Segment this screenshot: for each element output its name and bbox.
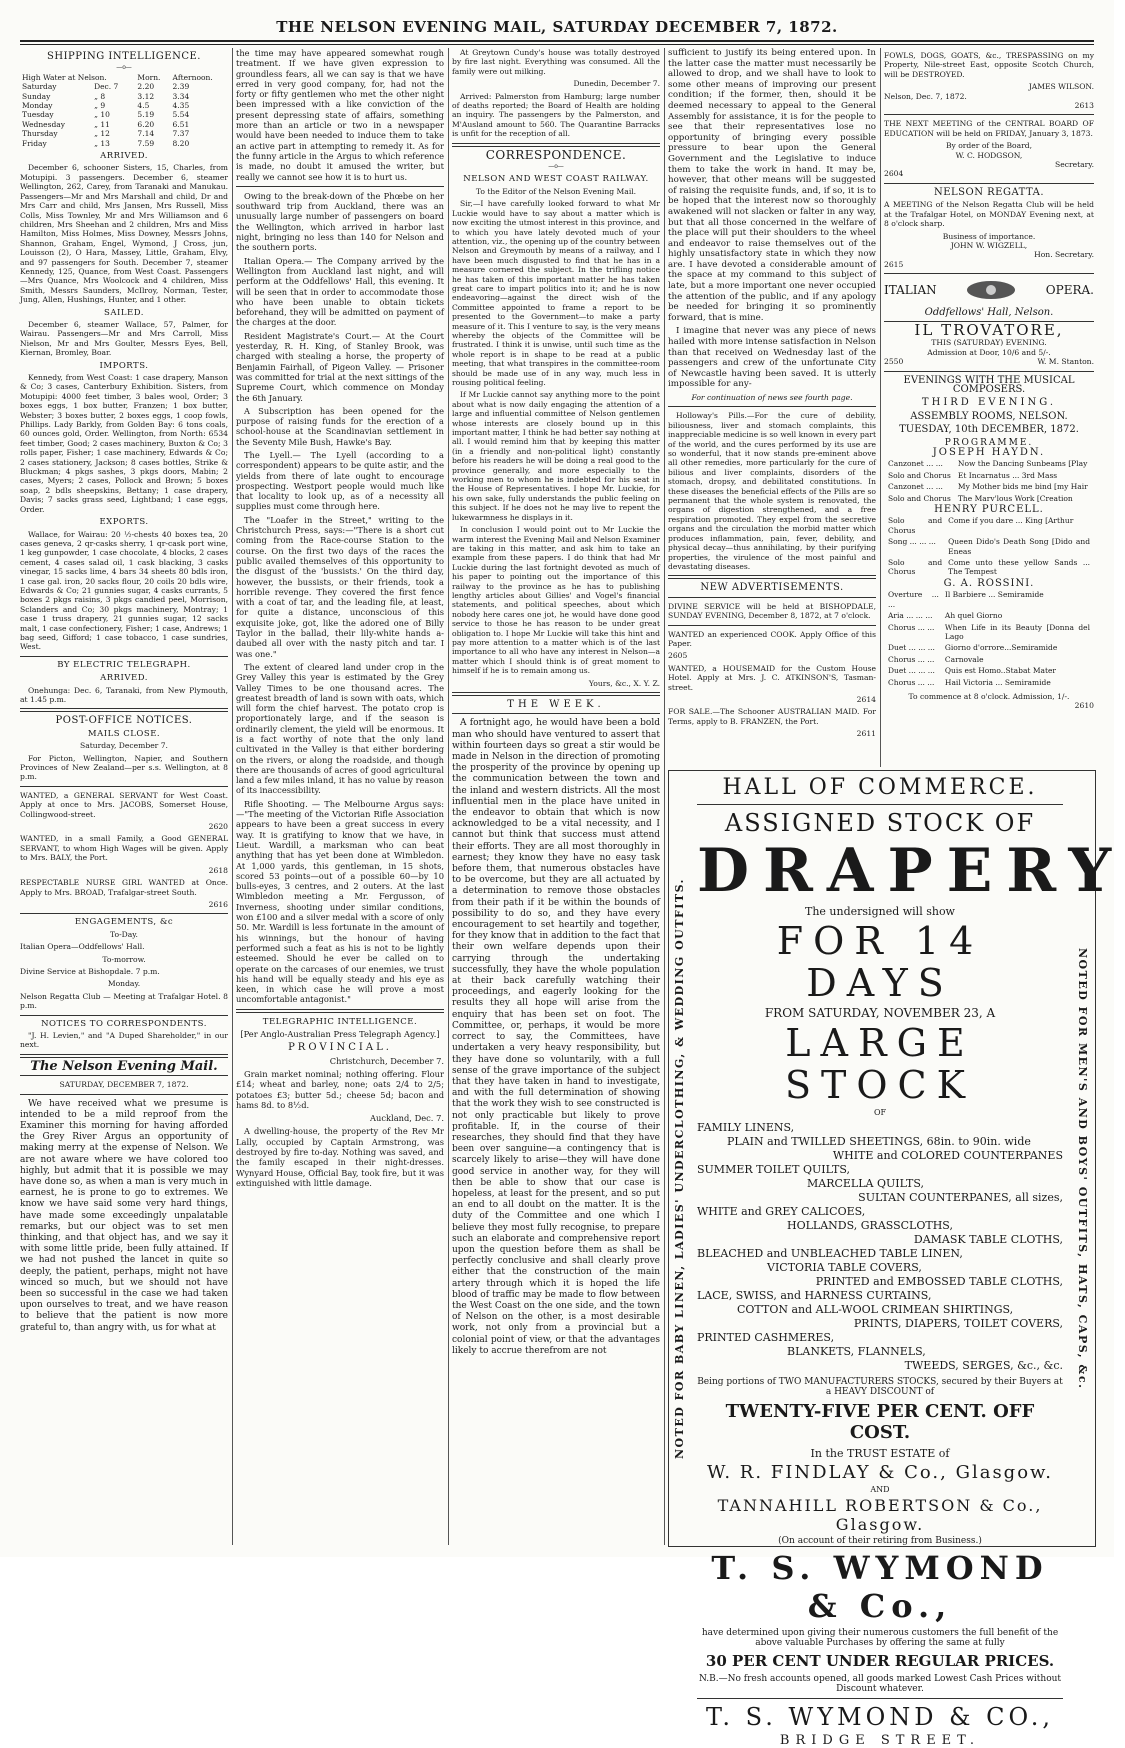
under-prices: 30 PER CENT UNDER REGULAR PRICES.	[705, 1652, 1055, 1670]
programme-type: Duet ... ... ...	[888, 643, 935, 653]
programme-type: Chorus ... ...	[888, 677, 935, 687]
column-rule	[880, 48, 881, 767]
continuation-note: For continuation of news see fourth page.	[691, 393, 853, 402]
list-item: PRINTS, DIAPERS, TOILET COVERS,	[853, 1317, 1063, 1330]
divider	[668, 575, 876, 579]
programme-title: PROGRAMME.	[944, 437, 1034, 448]
table-row	[20, 110, 228, 119]
from-date: FROM SATURDAY, NOVEMBER 23, A	[764, 1006, 996, 1020]
board-signature: W. C. HODGSON,	[955, 150, 1023, 160]
tide-afternoon: 8.20	[172, 138, 190, 148]
advert-side-right: NOTED FOR MEN'S AND BOYS' OUTFITS, HATS, CAPS, &c.	[1076, 947, 1089, 1390]
week-newcastle: I imagine that never was any piece of news hailed with more intense satisfaction in Nelson than that received on Wednesday last of the passengers and crew of the unfortunate City of Newcastle having been saved. It is utterly impossible for any-	[668, 326, 876, 390]
tide-morning: 7.59	[137, 138, 155, 148]
letter-signature: Yours, &c., X. Y. Z.	[588, 678, 660, 688]
advert-number: 2611	[856, 729, 876, 739]
programme-piece: Et Incarnatus ... 3rd Mass	[957, 470, 1058, 480]
programme-type: Solo and Chorus	[888, 493, 951, 503]
divider	[452, 692, 660, 696]
tide-morning: 3.12	[137, 91, 155, 101]
divider	[884, 183, 1094, 184]
list-item: VICTORIA TABLE COVERS,	[767, 1261, 922, 1274]
table-row	[886, 516, 1092, 535]
divider	[20, 708, 228, 712]
tide-afternoon: 5.54	[172, 110, 190, 120]
tide-day: Friday	[22, 138, 47, 148]
post-subtitle: MAILS CLOSE.	[87, 728, 161, 739]
bridge-street: BRIDGE STREET.	[779, 1733, 981, 1748]
tide-header	[20, 73, 228, 82]
table-row	[886, 558, 1092, 577]
list-item: PLAIN and TWILLED SHEETINGS, 68in. to 90in. wide	[727, 1135, 1031, 1148]
programme-piece: The Marv'lous Work [Creation	[957, 493, 1073, 503]
haydn-table	[884, 457, 1094, 505]
findlay-name: W. R. FINDLAY & Co., Glasgow.	[706, 1462, 1054, 1483]
list-item: BLEACHED and UNBLEACHED TABLE LINEN,	[697, 1247, 963, 1260]
tide-afternoon: 6.51	[172, 119, 190, 129]
concert-date: TUESDAY, 10th DECEMBER, 1872.	[899, 424, 1079, 436]
news-lyell: The Lyell.— The Lyell (according to a correspondent) appears to be quite astir, and the yields from there of late ought to encourage prospecting. Westport people would much like that locality to look up, as of a necessity all supplies must come through here.	[236, 449, 444, 512]
correspondence-title: CORRESPONDENCE.	[485, 147, 627, 162]
discount-heading: TWENTY-FIVE PER CENT. OFF COST.	[725, 1401, 1035, 1443]
list-item: HOLLANDS, GRASSCLOTHS,	[787, 1219, 953, 1232]
nb-note: N.B.—No fresh accounts opened, all goods marked Lowest Cash Prices without Discount whatever.	[698, 1674, 1062, 1694]
regatta-title: NELSON REGATTA.	[933, 186, 1045, 198]
third-evening: THIRD EVENING.	[921, 397, 1057, 409]
advert-regatta: A MEETING of the Nelson Regatta Club will be held at the Trafalgar Hotel, on MONDAY Evening next, at 8 o'clock sharp.	[884, 200, 1094, 229]
tide-morning: 6.20	[137, 119, 155, 129]
correspondence-subtitle: NELSON AND WEST COAST RAILWAY.	[463, 174, 649, 185]
week-continued: sufficient to justify its being entered upon. In the latter case the matter must necessarily be allowed to drop, and we shall have to look to some other means of improving our present condition; if the former, then, should it be deemed necessary to appeal to the General Assembly for assistance, it is for the people to see that their representatives lose no opportunity of bringing every possible pressure to bear upon the General Government and the Legislative to induce them to take the work in hand. It may be, however, that other means will be suggested of raising the requisite funds, and, if so, it is to be hoped that the interest now so thoroughly awakened will not slacken or falter in any way, but that all those concerned in the welfare of the place will put their shoulders to the wheel and endeavor to raise themselves out of the highly unsatisfactory state in which they now are. I have devoted a considerable amount of the space at my command to this subject of late, but a more important one never occupied the attention of the public, and if any apology be needed for bringing it so prominently forward, that is mine.	[668, 48, 876, 323]
notices-text: "J. H. Levien," and "A Duped Shareholder," in our next.	[20, 1030, 228, 1050]
table-row	[886, 494, 1092, 503]
notices-title: NOTICES TO CORRESPONDENTS.	[41, 1018, 207, 1029]
divider	[697, 1698, 1063, 1699]
list-item: DAMASK TABLE CLOTHS,	[913, 1233, 1063, 1246]
table-row	[20, 82, 228, 91]
table-row	[886, 459, 1092, 468]
trovatore-evening: THIS (SATURDAY) EVENING.	[931, 338, 1047, 348]
shipping-title: SHIPPING INTELLIGENCE.	[47, 51, 201, 62]
advert-number: 2616	[208, 899, 228, 909]
undersigned: The undersigned will show	[805, 905, 955, 918]
advert-side-left: NOTED FOR BABY LINEN, LADIES' UNDERCLOTHING, & WEDDING OUTFITS.	[673, 878, 686, 1459]
divider	[668, 597, 876, 598]
telegraphic-subtitle: [Per Anglo-Australian Press Telegraph Agency.]	[240, 1029, 440, 1040]
news-subscription: A Subscription has been opened for the purpose of raising funds for the erection of a school-house at the Scandinavian settlement in the Seventy Mile Bush, Hawke's Bay.	[236, 405, 444, 447]
list-item: TWEEDS, SERGES, &c., &c.	[904, 1359, 1063, 1372]
table-row	[20, 120, 228, 129]
programme-type: Solo and Chorus	[888, 516, 943, 535]
list-item: COTTON and ALL-WOOL CRIMEAN SHIRTINGS,	[737, 1303, 1014, 1316]
wymond-footer: T. S. WYMOND & CO.,	[705, 1703, 1055, 1731]
table-row	[20, 139, 228, 148]
retiring-note: (On account of their retiring from Business.)	[778, 1536, 982, 1546]
programme-piece: Queen Dido's Death Song [Dido and Eneas	[948, 537, 1090, 556]
ornament-divider: —o—	[116, 64, 132, 72]
exports-title: EXPORTS.	[99, 517, 149, 528]
editorial-text: We have received what we presume is intended to be a mild reproof from the Examiner this morning for having afforded the Grey River Argus an opportunity of making merry at the expense of Nelson. We are not aware where we have colored too highly, but admit that it is possible we may have done so, as when a man is very much in earnest, he is prone to go to extremes. We know we have said some very hard things, have made some exceedingly unpalatable remarks, but our object was to set men thinking, and that object has, and we say it with some little pride, been fully attained. If we had not pushed the lancet in quite so deeply, the patient, perhaps, might not have winced so much, but we should not have been so successful in the case we had taken upon ourselves to treat, and we have reason to believe that the patient is now more grateful to, than angry with, us for what at	[20, 1098, 228, 1333]
programme-type: Chorus ... ...	[888, 622, 935, 632]
list-item: SUMMER TOILET QUILTS,	[697, 1163, 851, 1176]
for-fourteen-days: FOR 14 DAYS	[776, 919, 984, 1005]
divider	[20, 1075, 228, 1076]
engagements-tomorrow: To-morrow.	[102, 954, 146, 964]
tide-afternoon: 2.39	[172, 82, 190, 92]
auckland-text: A dwelling-house, the property of the Rev Mr Lally, occupied by Captain Armstrong, was destroyed by fire to-day. Nothing was saved, and the family escaped in their night-dresses. Wynyard House, Official Bay, took fire, but it was extinguished with little damage.	[236, 1126, 444, 1188]
advert-education-board: THE NEXT MEETING of the CENTRAL BOARD OF EDUCATION will be held on FRIDAY, January 3, 1873.	[884, 119, 1094, 138]
advert-number: 2550	[884, 357, 904, 367]
tide-morning: 4.5	[137, 101, 150, 111]
programme-piece: Quis est Homo..Stabat Mater	[944, 666, 1057, 676]
exports-text: Wallace, for Wairau: 20 ½-chests 40 boxes tea, 20 cases geneva, 2 qr-casks sherry, 1 qr-cask port wine, 1 keg gunpowder, 1 case chocolate, 4 blocks, 2 cases cement, 4 cases salad oil, 1 cask blacking, 3 casks vinegar, 15 sacks lime, 4 bars 34 sheets 80 bdls iron, 1 case gal. iron, 20 sacks flour, 20 coils 20 bdls wire, Edwards & Co; 21 gunnies sugar, 4 casks currants, 5 boxes 2 pkgs raisins, 3 pkgs candied peel, Morrison, Sclanders and Co; 30 pkgs machinery, Montray; 1 case 1 truss drapery, 21 gunnies sugar, 12 sacks malt, 1 case confectionery, Fisher; 1 case, Andrews; 1 bag seed, Gifford; 1 case tobacco, 1 case sundries, West.	[20, 529, 228, 652]
evenings-title: EVENINGS WITH THE MUSICAL COMPOSERS.	[903, 374, 1075, 395]
table-row	[20, 129, 228, 138]
advert-number: 2610	[1074, 701, 1094, 711]
arrived-title: ARRIVED.	[100, 151, 148, 162]
masthead-rule	[20, 40, 1094, 45]
sailed-title: SAILED.	[104, 307, 144, 318]
column-2	[236, 48, 444, 1545]
table-row	[20, 101, 228, 110]
favor-text: have determined upon giving their numerous customers the full benefit of the above valuable Purchases by offering the same at fully	[701, 1628, 1059, 1648]
divider	[236, 1009, 444, 1013]
trovatore-admission: Admission at Door, 10/6 and 5/-.	[927, 347, 1051, 357]
letter-paragraph: If Mr Luckie cannot say anything more to the point about what is now daily engaging the attention of a large and influential committee of Nelson gentlemen whose interests are closely bound up in this important matter, I think he had better say nothing at all. I would remind him that by keeping this matter (in a friendly and non-political light) constantly before his readers he will be doing a real good to the province generally, and more especially to the working men to whom he is indebted for his seat in the House of Representatives. I hope Mr. Luckie, for his own sake, fully understands the public feeling on this subject. If he does not he may live to repent the lukewarmness he displays in it.	[452, 390, 660, 522]
dunedin-dateline: Dunedin, December 7.	[573, 79, 660, 89]
list-item: WHITE and COLORED COUNTERPANES	[832, 1149, 1063, 1162]
holloway-advert: Holloway's Pills.—For the cure of debility, biliousness, liver and stomach complaints, this inappreciable medicine is so well known in every part of the world, and the cures performed by its use are so wonderful, that it now stands pre-eminent above all other remedies, more particularly for the cure of bilious and liver complaints, disorders of the stomach, dropsy, and debilitated constitutions. In these diseases the beneficial effects of the Pills are so permanent that the whole system is renovated, the organs of digestion strengthened, and a free respiration promoted. They expel from the secretive organs and the circulation the morbid matter which produces inflammation, pain, fever, debility, and physical decay—thus annihilating, by their purifying properties, the virulence of the most painful and devastating diseases.	[668, 411, 876, 571]
news-court: Resident Magistrate's Court.— At the Court yesterday, R. H. King, of Stanley Brook, was charged with stealing a horse, the property of Benjamin Fairhall, of Pigeon Valley. — Prisoner was committed for trial at the next sittings of the Supreme Court, which commence on Monday the 6th January.	[236, 330, 444, 403]
table-row	[886, 666, 1092, 675]
large-stock: LARGE STOCK	[785, 1021, 975, 1107]
tide-table	[20, 73, 228, 148]
tide-afternoon: 7.37	[172, 129, 190, 139]
divider	[20, 1094, 228, 1095]
column-1	[20, 48, 228, 1545]
advert-number: 2614	[856, 694, 876, 704]
correspondence-addressee: To the Editor of the Nelson Evening Mail.	[475, 186, 637, 196]
tannahill-name: TANNAHILL ROBERTSON & Co., Glasgow.	[717, 1496, 1043, 1534]
table-row	[886, 482, 1092, 491]
divider	[697, 804, 1063, 805]
advert-cook: WANTED an experienced COOK. Apply Office of this Paper.	[668, 629, 876, 648]
column-5	[884, 48, 1094, 767]
hall-of-commerce: HALL OF COMMERCE.	[722, 775, 1038, 800]
engagements-today-text: Italian Opera—Oddfellows' Hall.	[20, 942, 145, 952]
trust-estate: In the TRUST ESTATE of	[810, 1447, 950, 1460]
arrived-text: December 6, schooner Sisters, 15, Charles, from Motupipi. 3 passengers. December 6, steamer Wellington, 262, Carey, from Taranaki and Manukau. Passengers—Mr and Mrs Marshall and child, Dr and Mrs Carr and child, Mrs Jansen, Mrs Russell, Miss Colls, Miss Townley, Mr and Mrs Williamson and 6 children, Mrs Sheehan and 2 children, Mrs and Miss Hamilton, Miss Holmes, Miss Downey, Messrs Johns, Shannon, Graham, Engel, Wymond, J Cross, jun, Louisson (2), O Hara, Massey, Little, Graham, Elvy, and 97 passengers for South. December 7, steamer Kennedy, 125, Quance, from West Coast. Passengers—Mrs Quance, Mrs Woolcock and 4 children, Miss Smith, Messrs Saunders, McIlroy, Norman, Tester, Jung, Allen, Hushings, Hunter, and 1 other.	[20, 163, 228, 305]
divider	[20, 1015, 228, 1016]
divider	[884, 371, 1094, 372]
tide-day: Monday	[22, 101, 53, 111]
editorial-continued: the time may have appeared somewhat rough treatment. If we have given expression to groundless fears, all we can say is that we have erred in very good company, for, had not the forty or fifty gentlemen who met the other night been impressed with a like conviction of the present depressing state of affairs, something more than an article or two in a newspaper would have been needed to induce them to take an active part in attempting to remedy it. As for the funny article in the Argus to which reference is made, no doubt it amused the writer, but really we cannot see how it is to hurt us.	[236, 48, 444, 182]
masthead: THE NELSON EVENING MAIL, SATURDAY DECEMBER 7, 1872.	[276, 18, 838, 36]
list-item: SULTAN COUNTERPANES, all sizes,	[858, 1191, 1063, 1204]
programme-piece: When Life in its Beauty [Donna del Lago	[944, 622, 1090, 641]
new-ads-title: NEW ADVERTISEMENTS.	[700, 582, 844, 594]
list-item: FAMILY LINENS,	[697, 1121, 795, 1134]
advert-divine-service: DIVINE SERVICE will be held at BISHOPDALE, SUNDAY EVENING, December 8, 1872, at 7 o'clock.	[668, 601, 876, 621]
advert-housemaid: WANTED, a HOUSEMAID for the Custom House Hotel. Apply at Mrs. J. C. ATKINSON'S, Tasman-street.	[668, 663, 876, 692]
programme-piece: Giorno d'orrore...Semiramide	[944, 643, 1058, 653]
programme-type: Song ... ... ...	[888, 537, 936, 547]
tide-day: Thursday	[22, 129, 58, 139]
engagements-title: ENGAGEMENTS, &c	[74, 917, 174, 928]
auckland-dateline: Auckland, Dec. 7.	[370, 1113, 444, 1124]
programme-type: Aria ... ... ...	[888, 611, 933, 621]
tide-afternoon: 3.34	[172, 91, 190, 101]
telegraphic-title: TELEGRAPHIC INTELLIGENCE.	[262, 1016, 418, 1027]
tide-day: Tuesday	[22, 110, 54, 120]
assembly-rooms: ASSEMBLY ROOMS, NELSON.	[910, 410, 1068, 422]
divider	[20, 656, 228, 657]
tide-morning: 2.20	[137, 82, 155, 92]
programme-piece: Carnovale	[944, 654, 984, 664]
advert-schooner: FOR SALE.—The Schooner AUSTRALIAN MAID. For Terms, apply to B. FRANZEN, the Port.	[668, 707, 876, 726]
imports-title: IMPORTS.	[99, 360, 149, 371]
divider	[668, 406, 876, 407]
news-grey-valley: The extent of cleared land under crop in the Grey Valley this year is estimated by the Grey Valley Times to be one thousand acres. The greatest breadth of land is sown with oats, which will form the chief harvest. The potato crop is proportionately large, and if the season is ordinarily clement, the yield will be enormous. It is a fact worthy of note that the only land cultivated in the Valley is that either bordering on the rivers, or along the roadside, and though there are thousands of acres of good agricultural land a few miles inland, it has no value by reason of its inaccessibility.	[236, 661, 444, 796]
drapery-heading: DRAPERY	[697, 836, 1125, 906]
table-row	[886, 537, 1092, 556]
table-row	[886, 590, 1092, 609]
news-rifle: Rifle Shooting. — The Melbourne Argus says:—"The meeting of the Victorian Rifle Association appears to have been a great success in every way. It is gratifying to know that we have, in Lieut. Wardill, a marksman who can beat anything that has yet been done at Wimbledon. At 1,000 yards, this gentleman, in 15 shots, scored 53 points—out of a possible 60—by 10 bulls-eyes, 3 centres, and 2 outers. At the last Wimbledon meeting a Mr. Fergusson, of Inverness, shooting under similar conditions, won £100 and a silver medal with a score of only 50. Mr. Wardill is less fortunate in the amount of his winnings, but the honour of having performed such a feat as his is not to be lightly esteemed. Should he ever be called on to operate on the carcases of our enemies, we trust his hand will be equally steady and his eye as keen, in which case he will prove a most uncomfortable antagonist."	[236, 798, 444, 1005]
opera-hall: Oddfellows' Hall, Nelson.	[924, 306, 1054, 318]
table-row	[20, 92, 228, 101]
column-rule	[664, 48, 665, 1545]
divider	[20, 1054, 228, 1058]
sailed-text: December 6, steamer Wallace, 57, Palmer, for Wairau. Passengers—Mr and Mrs Carroll, Miss Nielson, Mr and Mrs Goulter, Messrs Eyes, Bell, Kiernan, Bromley, Boar.	[20, 319, 228, 358]
christchurch-text: Grain market nominal; nothing offering. Flour £14; wheat and barley, none; oats 2/4 to 2/5; potatoes £3; butter 5d.; cheese 5d; bacon and hams 8d. to 8½d.	[236, 1068, 444, 1110]
tide-day: Sunday	[22, 91, 51, 101]
assigned-stock: ASSIGNED STOCK OF	[724, 809, 1036, 837]
advert-number: 2620	[208, 822, 228, 832]
tide-date: „ 8	[94, 91, 106, 101]
list-item: BLANKETS, FLANNELS,	[787, 1345, 926, 1358]
programme-type: Duet ... ... ...	[888, 666, 935, 676]
divider	[668, 625, 876, 626]
regatta-role: Hon. Secretary.	[1034, 250, 1094, 260]
tide-header-afternoon: Afternoon.	[172, 72, 213, 82]
of-word: OF	[873, 1108, 887, 1117]
tide-date: „ 9	[94, 101, 106, 111]
divider	[452, 143, 660, 147]
programme-piece: Hail Victoria ... Semiramide	[944, 677, 1051, 687]
greytown-text: At Greytown Cundy's house was totally destroyed by fire last night. Everything was consumed. All the family were out milking.	[452, 48, 660, 76]
engagements-monday: Monday.	[107, 979, 141, 989]
table-row	[886, 623, 1092, 642]
tide-day: Saturday	[22, 82, 57, 92]
letter-paragraph: Sir,—I have carefully looked forward to what Mr Luckie would have to say about a matter which is now exciting the utmost interest in this province, and to which you have lately devoted much of your attention, viz., the opening up of the country between Nelson and Greymouth by means of a railway, and I have been much disgusted to find that he has in a measure cornered the subject. In the trifling notice he has taken of this important matter he has taken great care to impart politics into it; and he is now endeavoring—against the direct wish of the Committee appointed to frame a report to be presented to the Government—to make a party measure of it. This I venture to say, is the very means whereby the objects of the Committee will be frustrated. I think it is unwise, until such time as the whole report is in shape to be read at a public meeting, that what transpires in the committee-room should be made use of in any way, much less in rousing political feeling.	[452, 199, 660, 387]
tide-day: Wednesday	[22, 119, 65, 129]
advert-number: 2613	[1074, 101, 1094, 111]
programme-piece: Il Barbiere ... Semiramide	[944, 590, 1044, 600]
post-text: For Picton, Wellington, Napier, and Southern Provinces of New Zealand—per s.s. Wellington, at 8 p.m.	[20, 753, 228, 782]
week-text: A fortnight ago, he would have been a bold man who should have ventured to assert that within fourteen days so great a stir would be made in Nelson in the direction of promoting the prosperity of the province by opening up the communication between the town and the inland and western districts. All the most influential men in the place have united in the endeavor to obtain that which is now acknowledged to be a vital necessity, and I cannot but think that success must attend their efforts. They are all most thoroughly in earnest; they know they have no easy task before them, that numerous obstacles have to be overcome, but they are all actuated by a determination to remove those obstacles from their path if it be within the bounds of possibility to do so, and they have every encouragement to set heartily and together, for they know that in addition to the fact that their own welfare depends upon their carrying through the undertaking successfully, they have the whole population at their back carefully watching their proceedings, and eagerly looking for the results they all hope will arise from the enquiry that has been set on foot. The Committee, or, perhaps, it would be more correct to say, the Committees, have undertaken a very heavy responsibility, but they have done so voluntarily, with a full sense of the grave importance of the subject that they have taken in hand to investigate, and with the full determination of showing that the work they wish to see constructed is not only practicable but likely to prove profitable. If, in the course of their researches, they should find that they have been over sanguine—a contingency that is scarcely likely to arise—they will have done good service in another way, for they will then be able to show that our case is hopeless, at least for the present, and so put an end to all doubt on the matter. It is the duty of the Committee and one which I believe they most fully recognise, to prepare such an elaborate and comprehensive report upon the question before them as shall be perfectly conclusive and shall clearly prove either that the construction of the main artery through which it is hoped the life blood of traffic may be made to flow between the West Coast on the one side, and the town of Nelson on the other, is a most desirable work, not only from a provincial but a colonial point of view, or that the advantages likely to accrue therefrom are not	[452, 718, 660, 1356]
engagements-today: To-Day.	[110, 929, 138, 939]
paper-title: The Nelson Evening Mail.	[30, 1058, 218, 1074]
advert-number: 2605	[668, 651, 688, 661]
tide-date: Dec. 7	[94, 82, 119, 92]
tide-morning: 5.19	[137, 110, 155, 120]
tide-date: „ 13	[94, 138, 110, 148]
engagements-tomorrow-text: Divine Service at Bishopdale. 7 p.m.	[20, 966, 160, 976]
opera-left: ITALIAN	[884, 283, 937, 298]
engagements-monday-text: Nelson Regatta Club — Meeting at Trafalgar Hotel. 8 p.m.	[20, 991, 228, 1011]
opera-header	[884, 278, 1094, 303]
and-word: AND	[870, 1485, 890, 1494]
advert-number: 2604	[884, 169, 904, 179]
tide-morning: 7.14	[137, 129, 155, 139]
table-row	[886, 678, 1092, 687]
rossini-table	[884, 588, 1094, 689]
list-item: WHITE and GREY CALICOES,	[697, 1205, 866, 1218]
programme-piece: My Mother bids me bind [my Hair	[957, 482, 1088, 492]
tide-date: „ 11	[94, 119, 110, 129]
divider	[884, 114, 1094, 115]
post-day: Saturday, December 7.	[80, 741, 168, 751]
table-row	[886, 643, 1092, 652]
table-row	[886, 655, 1092, 664]
concert-commence: To commence at 8 o'clock. Admission, 1/-.	[908, 691, 1070, 701]
regatta-business: Business of importance.	[942, 231, 1036, 241]
advert-fowls: FOWLS, DOGS, GOATS, &c., TRESPASSING on my Property, Nile-street East, opposite Scotch Church, will be DESTROYED.	[884, 51, 1094, 79]
divider	[452, 713, 660, 714]
wymond-name: T. S. WYMOND & Co.,	[711, 1549, 1049, 1625]
column-3	[452, 48, 660, 1545]
purcell-table	[884, 514, 1094, 578]
divider	[236, 186, 444, 187]
week-title: THE WEEK.	[507, 699, 605, 710]
advert-servant: WANTED, a GENERAL SERVANT for West Coast. Apply at once to Mrs. JACOBS, Somerset House, Collingwood-street.	[20, 790, 228, 819]
list-item: PRINTED CASHMERES,	[697, 1331, 835, 1344]
fowls-signature: JAMES WILSON.	[1028, 82, 1094, 92]
trovatore-footer	[884, 357, 1094, 366]
regatta-signature: JOHN W. WIGZELL,	[950, 240, 1028, 250]
list-item: PRINTED and EMBOSSED TABLE CLOTHS,	[815, 1275, 1063, 1288]
telegraph-text: Onehunga: Dec. 6, Taranaki, from New Plymouth, at 1.45 p.m.	[20, 685, 228, 704]
drapery-advert	[668, 770, 1125, 1748]
programme-piece: Now the Dancing Sunbeams [Play	[957, 459, 1088, 469]
telegraph-subtitle: ARRIVED.	[100, 673, 148, 684]
programme-type: Canzonet ... ...	[888, 459, 943, 469]
column-4	[668, 48, 876, 767]
programme-type: Chorus ... ...	[888, 654, 935, 664]
stock-list	[697, 1121, 1063, 1373]
news-loafer: The "Loafer in the Street," writing to the Christchurch Press, says:—"There is a short cut coming from the Race-course Station to the course. On the first two days of the races the public availed themselves of this opportunity to the disgust of the 'bussists.' On the third day, however, the bussists, or their friends, took a horrible revenge. They covered the first fence with a coat of tar, and the leading file, at least, for quite a distance, unconscious of this exquisite joke, got, like the adored one of Billy Taylor in the ballad, their lily-white hands a-daubed all over with the nasty pitch and tar. I was one."	[236, 514, 444, 659]
tide-header-label: High Water at Nelson.	[22, 72, 107, 82]
list-item: MARCELLA QUILTS,	[807, 1177, 925, 1190]
post-title: POST-OFFICE NOTICES.	[55, 715, 193, 727]
provincial-title: PROVINCIAL.	[288, 1042, 392, 1054]
programme-type: Solo and Chorus	[888, 470, 951, 480]
telegraph-title: BY ELECTRIC TELEGRAPH.	[57, 659, 191, 670]
crest-icon	[961, 278, 1021, 303]
advert-number: 2615	[884, 259, 904, 269]
column-rule	[448, 48, 449, 1545]
paper-date: SATURDAY, DECEMBER 7, 1872.	[59, 1080, 189, 1090]
tide-date: „ 12	[94, 129, 110, 139]
programme-piece: Ah quel Giorno	[944, 611, 1003, 621]
purcell-title: HENRY PURCELL.	[934, 504, 1044, 516]
advert-number: 2618	[208, 865, 228, 875]
opera-right: OPERA.	[1045, 283, 1094, 298]
programme-type: Canzonet ... ...	[888, 482, 943, 492]
column-rule	[232, 48, 233, 1545]
board-role: Secretary.	[1055, 160, 1094, 170]
dunedin-text: Arrived: Palmerston from Hamburg; large number of deaths reported; the Board of Health are holding an inquiry. The passengers by the Palmerston, and M'Ausland amount to 560. The Quarantine Barracks is unfit for the reception of all.	[452, 91, 660, 139]
programme-type: Solo and Chorus	[888, 558, 943, 577]
programme-piece: Come unto these yellow Sands ... The Tempest	[948, 558, 1090, 577]
divider	[20, 913, 228, 914]
divider	[884, 273, 1094, 274]
divider	[20, 786, 228, 787]
trovatore-signature: W. M. Stanton.	[1037, 357, 1094, 367]
news-phoebe: Owing to the break-down of the Phœbe on her southward trip from Auckland, there was an unusually large number of passengers on board the Wellington, which arrived in harbor last night, bringing no less than 140 for Nelson and the southern ports.	[236, 190, 444, 253]
tide-header-morning: Morn.	[137, 72, 161, 82]
table-row	[886, 471, 1092, 480]
ornament-divider: —o—	[548, 163, 564, 171]
trovatore-title: IL TROVATORE,	[914, 320, 1064, 339]
advert-nurse: RESPECTABLE NURSE GIRL WANTED at Once. Apply to Mrs. BROAD, Trafalgar-street South.	[20, 878, 228, 897]
list-item: LACE, SWISS, and HARNESS CURTAINS,	[697, 1289, 932, 1302]
imports-text: Kennedy, from West Coast: 1 case drapery, Manson & Co; 3 cases, Canterbury Exhibition. Sisters, from Motupipi: 4000 feet timber, 3 bales wool, Order; 3 boxes eggs, 1 box butter, Franzen; 1 box butter, Webster; 3 boxes butter, 2 boxes eggs, 1 coop fowls, Phillips. Lady Barkly, from Golden Bay: 6 tons coals, 60 ounces gold, Order. Wellington, from North: 6534 feet timber, Good; 2 cases machinery, Buxton & Co; 3 rolls paper, Fisher; 1 case machinery, Edwards & Co; 2 cases stationery, Jackson; 8 cases bottles, Strike & Bluckman; 4 pkgs sashes, 3 pkgs doors, Mabin; 2 cases, Myers; 2 cases, Pollock and Brown; 5 boxes soap, 2 bdls sheepskins, Bettany; 1 case drapery, Davis; 7 sacks grass seed, Lightband; 1 case eggs, Order.	[20, 373, 228, 514]
christchurch-dateline: Christchurch, December 7.	[329, 1055, 444, 1066]
rossini-title: G. A. ROSSINI.	[943, 577, 1035, 589]
board-order: By order of the Board,	[945, 141, 1033, 151]
tide-afternoon: 4.35	[172, 101, 190, 111]
programme-type: Overture ... ...	[888, 590, 939, 609]
haydn-title: JOSEPH HAYDN.	[932, 447, 1046, 458]
portions-text: Being portions of TWO MANUFACTURERS STOCKS, secured by their Buyers at a HEAVY DISCOUNT of	[697, 1377, 1063, 1397]
programme-piece: Come if you dare ... King [Arthur	[948, 516, 1074, 526]
advert-general-servant: WANTED, in a small Family, a Good GENERAL SERVANT, to whom High Wages will be given. Apply to Mrs. BALY, the Port.	[20, 834, 228, 863]
news-opera: Italian Opera.— The Company arrived by the Wellington from Auckland last night, and will perform at the Oddfellows' Hall, this evening. It will be seen that in order to accommodate those who have been unable to obtain tickets beforehand, they will be admitted on payment of the charges at the door.	[236, 255, 444, 328]
letter-paragraph: In conclusion I would point out to Mr Luckie the warm interest the Evening Mail and Nelson Examiner are taking in this matter, and ask him to take an example from these papers. I do think that had Mr Luckie during the last fortnight devoted as much of his paper to pointing out the importance of this railway to the province as he has to publishing lengthy articles about Gillies' and Vogel's financial statements, and political speeches, about which nobody here cares one jot, he would have done good service to those he has reason to be under great obligation to. I hope Mr Luckie will take this hint and pay more attention to a matter which is of the last importance to all who have any interest in Nelson—a matter which I should think is of great moment to himself if he is to remain among us.	[452, 525, 660, 676]
fowls-date: Nelson, Dec. 7, 1872.	[884, 91, 967, 101]
tide-date: „ 10	[94, 110, 110, 120]
table-row	[886, 611, 1092, 620]
